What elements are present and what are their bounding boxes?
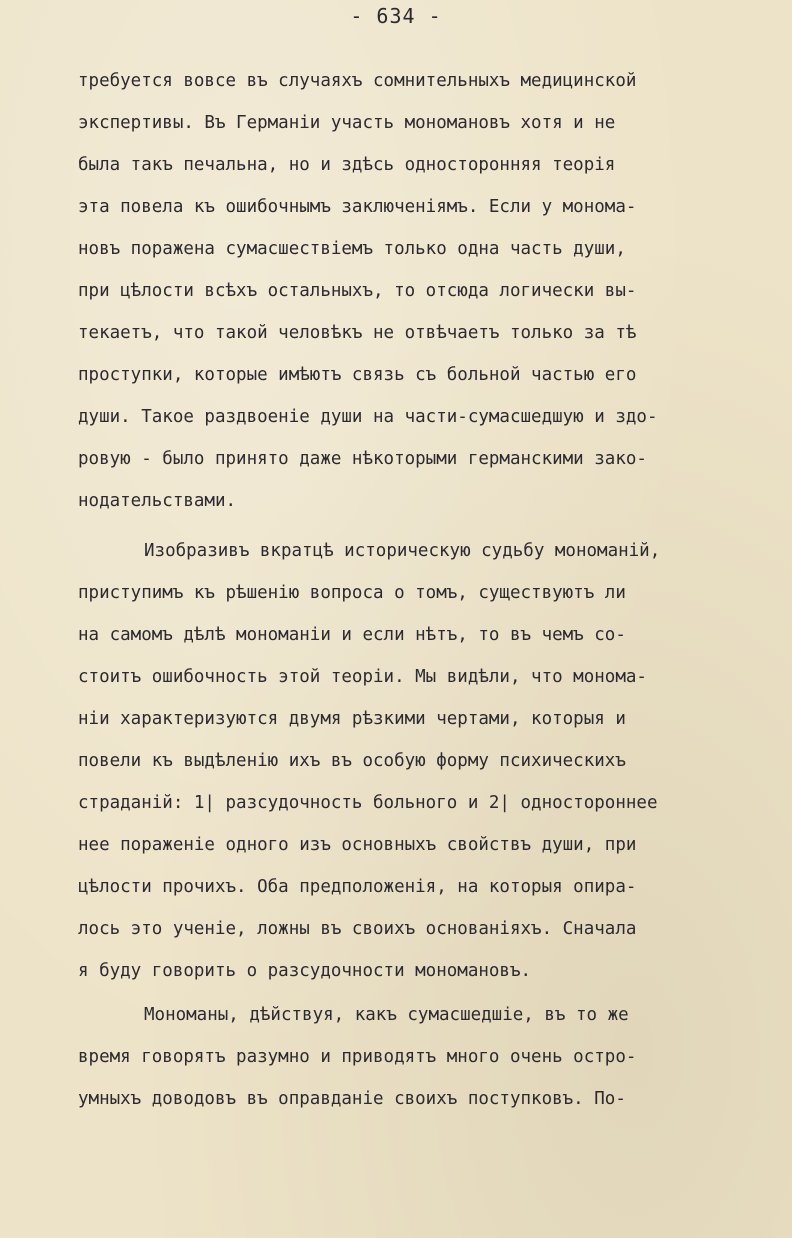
text-line: души. Такое раздвоеніе души на части-сумасшедшую и здо- — [78, 407, 658, 427]
text-line: при цѣлости всѣхъ остальныхъ, то отсюда логически вы- — [78, 281, 637, 301]
text-line: ніи характеризуются двумя рѣзкими чертами, которыя и — [78, 709, 626, 729]
paragraph-first-line: Изобразивъ вкратцѣ историческую судьбу мономаній, — [144, 541, 661, 561]
text-line: цѣлости прочихъ. Оба предположенія, на которыя опира- — [78, 877, 637, 897]
text-line: страданій: 1| разсудочность больного и 2| одностороннее — [78, 793, 658, 813]
page-number: - 634 - — [350, 4, 442, 28]
text-line: повели къ выдѣленію ихъ въ особую форму психическихъ — [78, 751, 626, 771]
text-line: ровую - было принято даже нѣкоторыми германскими зако- — [78, 449, 647, 469]
paragraph-first-line: Мономаны, дѣйствуя, какъ сумасшедшіе, въ то же — [144, 1005, 629, 1025]
text-line: время говорятъ разумно и приводятъ много очень остро- — [78, 1047, 637, 1067]
text-line: приступимъ къ рѣшенію вопроса о томъ, существуютъ ли — [78, 583, 626, 603]
text-line: новъ поражена сумасшествіемъ только одна часть души, — [78, 239, 626, 259]
text-line: я буду говорить о разсудочности мономановъ. — [78, 961, 532, 981]
text-line: лось это ученіе, ложны въ своихъ основаніяхъ. Сначала — [78, 919, 637, 939]
text-line: нодательствами. — [78, 491, 237, 511]
text-line: требуется вовсе въ случаяхъ сомнительныхъ медицинской — [78, 71, 637, 91]
text-line: умныхъ доводовъ въ оправданіе своихъ поступковъ. По- — [78, 1089, 626, 1109]
text-line: экспертивы. Въ Германіи участь мономановъ хотя и не — [78, 113, 616, 133]
text-line: стоитъ ошибочность этой теоріи. Мы видѣли, что монома- — [78, 667, 647, 687]
text-line: эта повела къ ошибочнымъ заключеніямъ. Если у монома- — [78, 197, 637, 217]
text-line: проступки, которые имѣютъ связь съ больной частью его — [78, 365, 637, 385]
text-line: текаетъ, что такой человѣкъ не отвѣчаетъ только за тѣ — [78, 323, 637, 343]
text-line: была такъ печальна, но и здѣсь односторонняя теорія — [78, 155, 616, 175]
text-line: нее пораженіе одного изъ основныхъ свойствъ души, при — [78, 835, 637, 855]
text-line: на самомъ дѣлѣ мономаніи и если нѣтъ, то въ чемъ со- — [78, 625, 626, 645]
